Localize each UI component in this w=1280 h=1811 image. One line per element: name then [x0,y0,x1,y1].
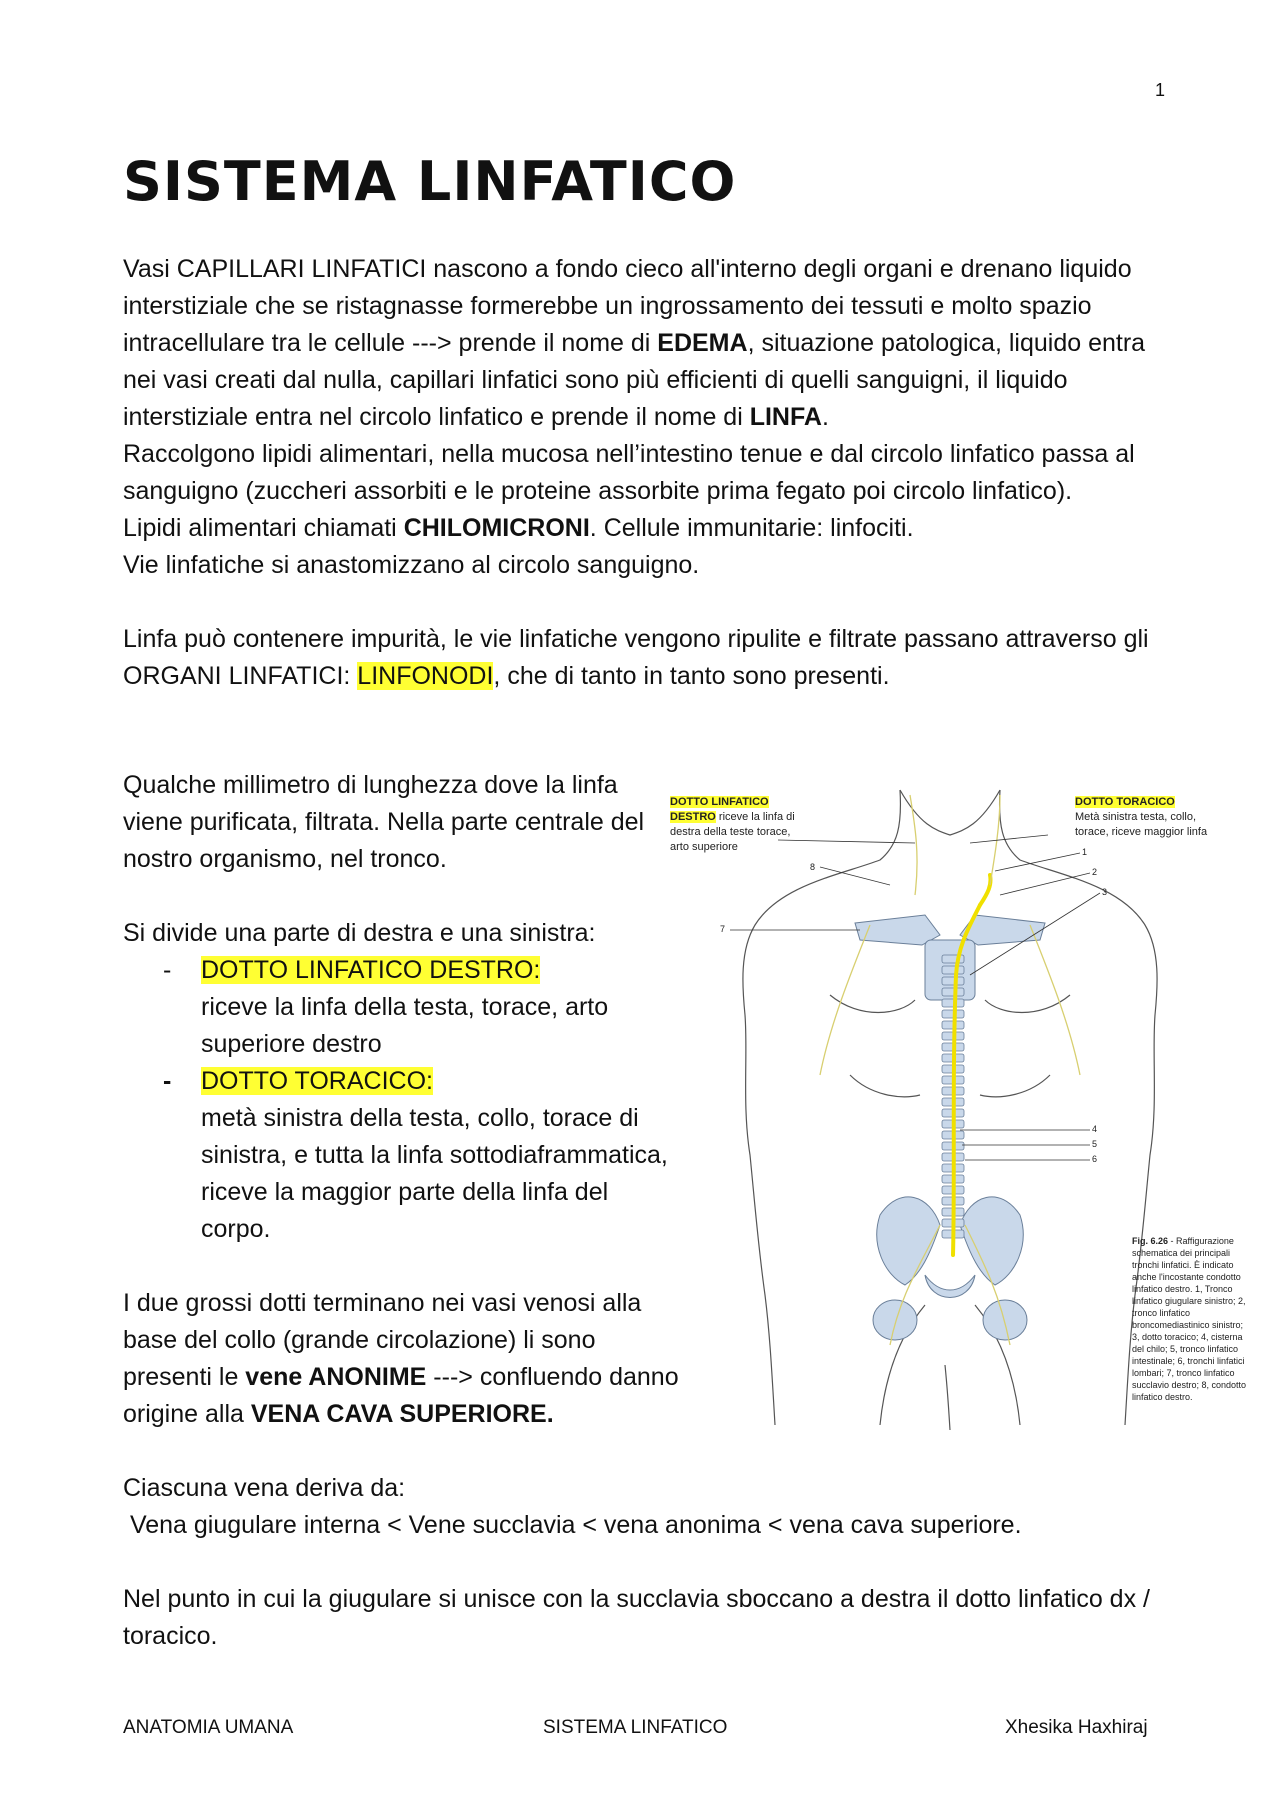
list-item [123,952,683,1063]
footer-left: ANATOMIA UMANA [123,1717,294,1738]
caption-text: - Raffigurazione schematica dei principali tronchi linfatici. È indicato anche l'incostante condotto linfatico destro. 1, Tronco linfatico giugulare sinistro; 2, tronco linfatico broncomediastinico sinistro; 3, dotto toracico; 4, cisterna del chilo; 5, tronco linfatico intestinale; 6, tronchi linfatici lombari; 7, tronco linfatico succlavio destro; 8, condotto linfatico destro. [1132,1236,1247,1402]
paragraph-ciascuna: Ciascuna vena deriva da: [123,1474,406,1502]
figure-number: 6 [1092,1154,1098,1164]
vertebra [942,988,964,996]
page-number: 1 [1155,80,1166,100]
paragraph-linfonodi [123,621,1183,695]
paragraph-chilomicroni [123,510,1183,547]
duct-title-destro: DOTTO LINFATICO DESTRO: [201,956,541,984]
paragraph-capillari [123,251,1183,436]
paragraph-vena-chain: Vena giugulare interna < Vene succlavia < vena anonima < vena cava superiore. [123,1511,1022,1539]
intro-section [123,251,1183,695]
duct-title-toracico: DOTTO TORACICO: [201,1067,433,1095]
label-text: Metà sinistra testa, collo, [1075,811,1197,823]
paragraph-dotti [123,1285,683,1433]
text: . Cellule immunitarie: linfociti. [589,514,914,542]
term-linfonodi: LINFONODI [357,662,494,690]
duct-text-destro: riceve la linfa della testa, torace, arto superiore destro [201,993,609,1058]
label-text: arto superiore [670,841,738,853]
figure-number: 1 [1082,847,1088,857]
bullet-dash: - [163,956,172,984]
figure-number: 3 [1102,887,1108,897]
text: I due grossi dotti terminano nei vasi venosi alla base del collo (grande circolazione) li sono presenti le [123,1289,642,1391]
vertebra [942,999,964,1007]
figure-number: 7 [720,924,726,934]
text: . [821,403,829,431]
label-text: riceve la linfa di [715,811,795,823]
bullet-dash: - [163,1067,172,1095]
text: , che di tanto in tanto sono presenti. [493,662,890,690]
footer-center: SISTEMA LINFATICO [543,1717,728,1738]
figure-number: 2 [1092,867,1098,877]
figure-number: 8 [810,862,816,872]
paragraph-divide: Si divide una parte di destra e una sinistra: [123,919,596,947]
duct-list [123,952,683,1248]
vertebra [942,977,964,985]
term-vene-anonime: vene ANONIME [245,1363,427,1391]
vertebra [942,966,964,974]
paragraph-millimetro: Qualche millimetro di lunghezza dove la linfa viene purificata, filtrata. Nella parte centrale del nostro organismo, nel tronco. [123,771,645,873]
paragraph-lipidi: Raccolgono lipidi alimentari, nella mucosa nell’intestino tenue e dal circolo linfatico passa al sanguigno (zuccheri assorbiti e le proteine assorbite prima fegato poi circolo linfatico). [123,440,1135,505]
term-edema: EDEMA [657,329,748,357]
label-tag: DOTTO TORACICO [1075,796,1175,808]
label-tag: DESTRO [670,811,716,823]
page-title: SISTEMA LINFATICO [123,150,737,213]
label-text: torace, riceve maggior linfa [1075,826,1208,838]
term-chilomicroni: CHILOMICRONI [403,514,590,542]
figure-number: 4 [1092,1124,1098,1134]
term-linfa: LINFA [749,403,822,431]
text: Vasi CAPILLARI LINFATICI nascono a fondo cieco all'interno degli organi e drenano liquido interstiziale che se ristagnasse formerebbe un ingrossamento dei tessuti e molto spazio intracellulare tra le cellule ---> prende il nome di [123,255,1132,357]
duct-text-toracico: metà sinistra della testa, collo, torace di sinistra, e tutta la linfa sottodiaframmatica, riceve la maggior parte della linfa del corpo. [201,1104,668,1243]
label-dotto-destro [670,795,795,855]
text: Lipidi alimentari chiamati [123,514,404,542]
text: Linfa può contenere impurità, le vie linfatiche vengono ripulite e filtrate passano attraverso gli ORGANI LINFATICI: [123,625,1149,690]
text: , situazione patologica, liquido entra nei vasi creati dal nulla, capillari linfatici sono più efficienti di quelli sanguigni, il liquido interstiziale entra nel circolo linfatico e prende il nome di [123,329,1146,431]
footer-right: Xhesika Haxhiraj [1005,1717,1148,1738]
caption-label: Fig. 6.26 [1132,1236,1169,1246]
figure-caption [1132,1235,1247,1403]
label-dotto-toracico [1075,795,1207,840]
paragraph-anastomosi: Vie linfatiche si anastomizzano al circolo sanguigno. [123,551,700,579]
figure-number: 5 [1092,1139,1098,1149]
term-vena-cava: VENA CAVA SUPERIORE. [250,1400,554,1428]
text: ---> confluendo danno origine alla [123,1363,679,1428]
lymphatic-figure [670,775,1245,1435]
list-item [123,1063,683,1248]
label-tag: DOTTO LINFATICO [670,796,769,808]
left-column [123,767,683,1433]
label-text: destra della teste torace, [670,826,791,838]
paragraph-giugulare: Nel punto in cui la giugulare si unisce con la succlavia sboccano a destra il dotto linfatico dx / toracico. [123,1585,1150,1650]
